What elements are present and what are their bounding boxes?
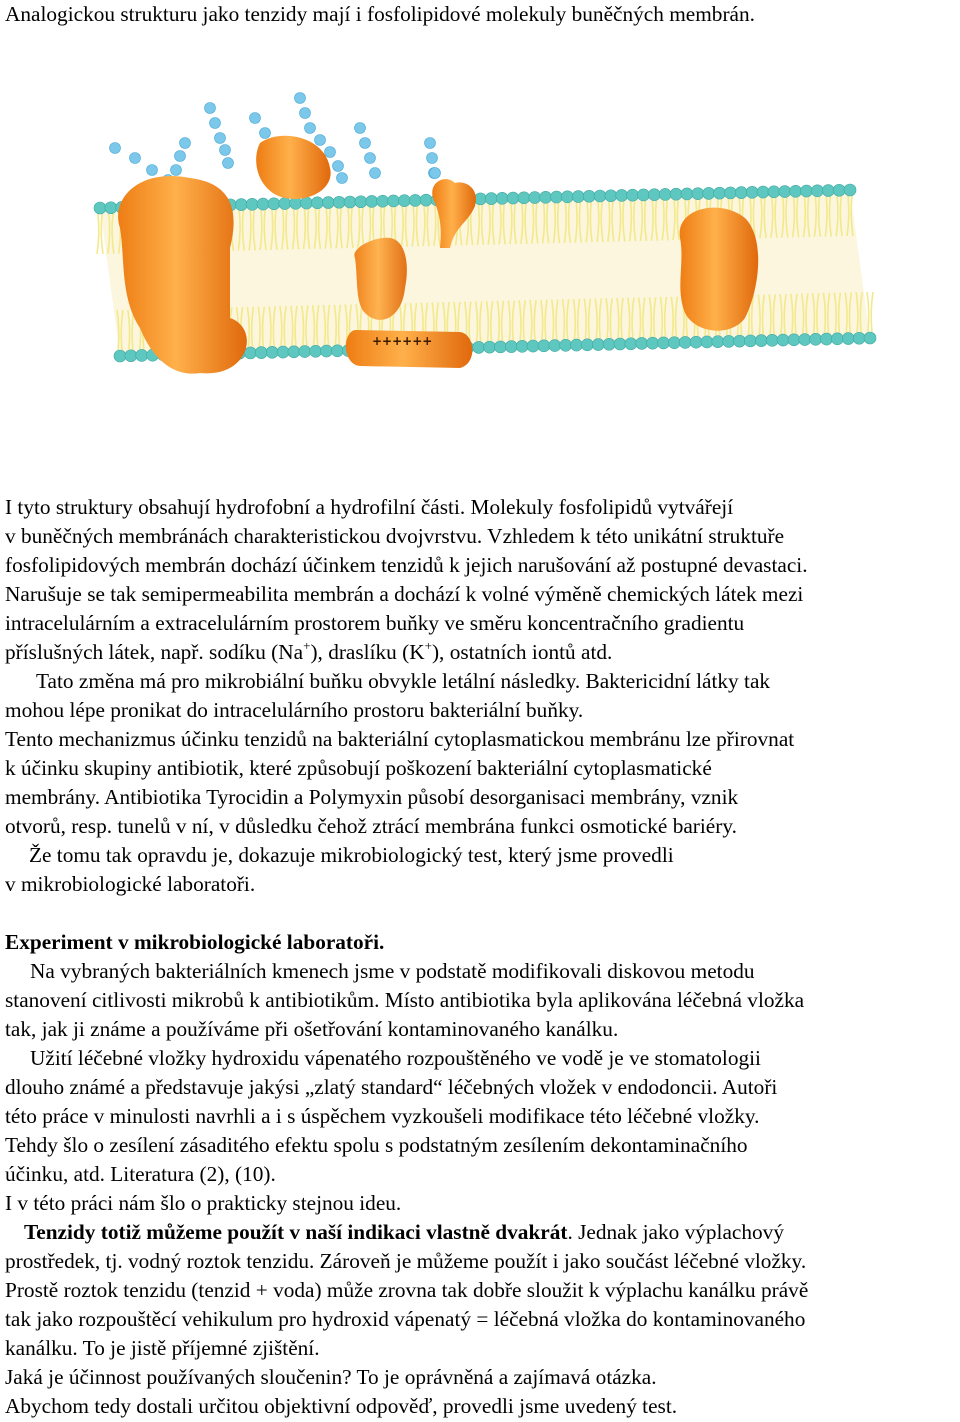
lipid-head [801,185,813,197]
lipid-head [279,198,291,210]
lipid-head [723,335,735,347]
intro-line: Analogickou strukturu jako tenzidy mají i fosfolipidové molekuly buněčných membrán. [5,2,755,26]
lipid-head [821,333,833,345]
lipid-head [136,349,148,361]
paragraph-3-line-4: Užití léčebné vložky hydroxidu vápenatého rozpouštěného ve vodě je ve stomatologii [30,1046,761,1070]
lipid-head [268,198,280,210]
lipid-head [777,334,789,346]
lipid-head [701,336,713,348]
lipid-head [592,339,604,351]
lipid-head [779,186,791,198]
lipid-head [257,198,269,210]
sugar-bead [360,138,371,149]
lipid-head [505,341,517,353]
lipid-head [594,190,606,202]
lipid-head [516,340,528,352]
lipid-head [549,340,561,352]
lipid-head [311,197,323,209]
lipid-head [799,334,811,346]
lipid-head [681,188,693,200]
lipid-head [290,197,302,209]
paragraph-3-line-5: dlouho známé a představuje jakýsi „zlatý standard“ léčebných vložek v endodoncii. Autoři [5,1075,778,1099]
paragraph-2-line-3: Tento mechanizmus účinku tenzidů na bakteriální cytoplasmatickou membránu lze přirovnat [5,727,795,751]
paragraph-3-line-11: prostředek, tj. vodný roztok tenzidu. Zároveň je můžeme použít i jako součást léčebné vložky. [5,1249,807,1273]
section-heading: Experiment v mikrobiologické laboratoři. [5,930,385,954]
lipid-head [746,186,758,198]
paragraph-3-line-7: Tehdy šlo o zesílení zásaditého efektu spolu s podstatným zesílením dekontaminačního [5,1133,748,1157]
paragraph-3-line-10 [24,1218,784,1247]
lipid-head [484,341,496,353]
lipid-head [266,346,278,358]
paragraph-2-line-6: otvorů, resp. tunelů v ní, v důsledku čehož ztrácí membrána funkci osmotické bariéry. [5,814,737,838]
paragraph-3-line-3: tak, jak ji známe a používáme při ošetřování kontaminovaného kanálku. [5,1017,619,1041]
sugar-bead [425,138,436,149]
lipid-head [616,189,628,201]
paragraph-2-line-8: v mikrobiologické laboratoři. [5,872,256,896]
lipid-head [377,195,389,207]
paragraph-3-line-14: kanálku. To je jistě příjemné zjištění. [5,1336,320,1360]
lipid-head [529,192,541,204]
lipid-head [766,334,778,346]
protein-right [680,208,759,331]
lipid-head [692,188,704,200]
lipid-head [355,196,367,208]
lipid-head [344,196,356,208]
cell-membrane-illustration [80,88,880,418]
paragraph-3-line-16: Abychom tedy dostali určitou objektivní odpověď, provedli jsme uvedený test. [5,1394,678,1418]
lipid-head [246,198,258,210]
sugar-bead [295,93,306,104]
lipid-head [94,202,106,214]
sugar-bead [370,168,381,179]
protein-channel [354,238,407,320]
lipid-head [583,190,595,202]
superscript: + [424,638,432,653]
sugar-bead [315,135,326,146]
paragraph-3-line-1: Na vybraných bakteriálních kmenech jsme v podstatě modifikovali diskovou metodu [30,959,755,983]
lipid-head [538,340,550,352]
lipid-head [605,190,617,202]
paragraph-1-line-4: Narušuje se tak semipermeabilita membrán a dochází k volné výměně chemických látek mezi [5,582,804,606]
lipid-head [790,185,802,197]
sugar-bead [220,145,231,156]
lipid-tail [97,214,103,254]
lipid-head [105,202,117,214]
lipid-head [831,333,843,345]
lipid-head [670,188,682,200]
lipid-head [277,346,289,358]
paragraph-1-line-2: v buněčných membránách charakteristickou dvojvrstvu. Vzhledem k této unikátní struktuře [5,524,785,548]
paragraph-1-line-3: fosfolipidových membrán dochází účinkem tenzidů k jejich narušování až postupné devastaci. [5,553,808,577]
sugar-bead [300,108,311,119]
lipid-head [842,333,854,345]
lipid-head [288,346,300,358]
text-span: ), draslíku (K [310,640,425,664]
sugar-bead [223,158,234,169]
lipid-head [485,193,497,205]
lipid-head [625,338,637,350]
bold-statement: Tenzidy totiž můžeme použít v naší indikaci vlastně dvakrát [24,1220,568,1244]
lipid-head [114,350,126,362]
lipid-head [321,345,333,357]
lipid-head [648,189,660,201]
lipid-head [724,187,736,199]
superscript: + [303,638,311,653]
sugar-bead [427,153,438,164]
text-span: příslušných látek, např. sodíku (Na [5,640,304,664]
text-span: ), ostatních iontů atd. [431,640,613,664]
paragraph-2-line-1: Tato změna má pro mikrobiální buňku obvykle letální následky. Baktericidní látky tak [36,669,771,693]
lipid-head [244,347,256,359]
sugar-bead [325,147,336,158]
text-span: . Jednak jako výplachový [567,1220,784,1244]
lipid-head [757,186,769,198]
lipid-head [864,332,876,344]
sugar-bead [175,151,186,162]
lipid-head [627,189,639,201]
lipid-head [420,194,432,206]
lipid-head [833,184,845,196]
lipid-head [255,347,267,359]
lipid-head [494,341,506,353]
lipid-head [125,350,137,362]
lipid-head [387,195,399,207]
lipid-head [581,339,593,351]
paragraph-2-line-4: k účinku skupiny antibiotik, které způsobují poškození bakteriální cytoplasmatické [5,756,712,780]
sugar-bead [430,168,441,179]
paragraph-2-line-2: mohou lépe pronikat do intracelulárního prostoru bakteriální buňky. [5,698,584,722]
lipid-head [734,335,746,347]
lipid-head [614,338,626,350]
lipid-head [744,335,756,347]
paragraph-3-line-2: stanovení citlivosti mikrobů k antibiotikům. Místo antibiotika byla aplikována léčebná vložka [5,988,805,1012]
lipid-head [735,187,747,199]
sugar-bead [110,143,121,154]
lipid-head [703,187,715,199]
lipid-head [560,339,572,351]
lipid-head [496,192,508,204]
lipid-head [636,337,648,349]
lipid-head [714,187,726,199]
sugar-bead [355,123,366,134]
sugar-bead [337,173,348,184]
lipid-head [322,197,334,209]
paragraph-1-line-1: I tyto struktury obsahují hydrofobní a hydrofilní části. Molekuly fosfolipidů vytvářejí [5,495,734,519]
lipid-head [366,195,378,207]
lipid-head [844,184,856,196]
lipid-head [301,197,313,209]
lipid-head [235,199,247,211]
paragraph-3-line-13: tak jako rozpouštěcí vehikulum pro hydroxid vápenatý = léčebná vložka do kontaminovaného [5,1307,806,1331]
paragraph-3-line-8: účinku, atd. Literatura (2), (10). [5,1162,276,1186]
charges-label: ++++++ [372,334,433,348]
lipid-head [603,338,615,350]
sugar-bead [130,153,141,164]
lipid-head [310,345,322,357]
lipid-head [637,189,649,201]
paragraph-3-line-9: I v této práci nám šlo o prakticky stejnou ideu. [5,1191,402,1215]
lipid-head [712,336,724,348]
lipid-head [333,196,345,208]
paragraph-2-line-5: membrány. Antibiotika Tyrocidin a Polymyxin působí desorganisaci membrány, vznik [5,785,739,809]
lipid-head [551,191,563,203]
lipid-head [409,194,421,206]
lipid-head [657,337,669,349]
lipid-head [853,332,865,344]
lipid-head [690,336,702,348]
lipid-head [659,188,671,200]
lipid-head [571,339,583,351]
lipid-head [527,340,539,352]
lipid-head [507,192,519,204]
sugar-bead [305,123,316,134]
sugar-bead [210,118,221,129]
paragraph-1-line-5: intracelulárním a extracelulárním prostorem buňky ve směru koncentračního gradientu [5,611,745,635]
lipid-head [518,192,530,204]
sugar-bead [147,165,158,176]
paragraph-3-line-12: Prostě roztok tenzidu (tenzid + voda) může zrovna tak dobře sloužit k výplachu kanálku právě [5,1278,809,1302]
paragraph-1-line-6 [5,638,612,667]
lipid-head [540,191,552,203]
paragraph-3-line-15: Jaká je účinnost používaných sloučenin? To je oprávněná a zajímavá otázka. [5,1365,657,1389]
sugar-bead [365,153,376,164]
lipid-head [822,185,834,197]
sugar-bead [333,161,344,172]
paragraph-3-line-6: této práce v minulosti navrhli a i s úspěchem vyzkoušeli modifikace této léčebné vložky. [5,1104,760,1128]
sugar-bead [171,165,182,176]
lipid-head [561,191,573,203]
lipid-tail [867,292,873,332]
sugar-bead [250,113,261,124]
lipid-head [474,193,486,205]
paragraph-2-line-7: Že tomu tak opravdu je, dokazuje mikrobiologický test, který jsme provedli [29,843,674,867]
lipid-head [398,195,410,207]
lipid-head [331,345,343,357]
lipid-head [299,346,311,358]
lipid-head [755,335,767,347]
lipid-head [668,337,680,349]
lipid-head [810,333,822,345]
sugar-bead [205,103,216,114]
sugar-bead [215,133,226,144]
lipid-head [811,185,823,197]
sugar-bead [180,138,191,149]
lipid-head [788,334,800,346]
lipid-head [572,191,584,203]
lipid-head [768,186,780,198]
lipid-head [473,341,485,353]
lipid-head [647,337,659,349]
sugar-bead [260,128,271,139]
lipid-head [679,336,691,348]
